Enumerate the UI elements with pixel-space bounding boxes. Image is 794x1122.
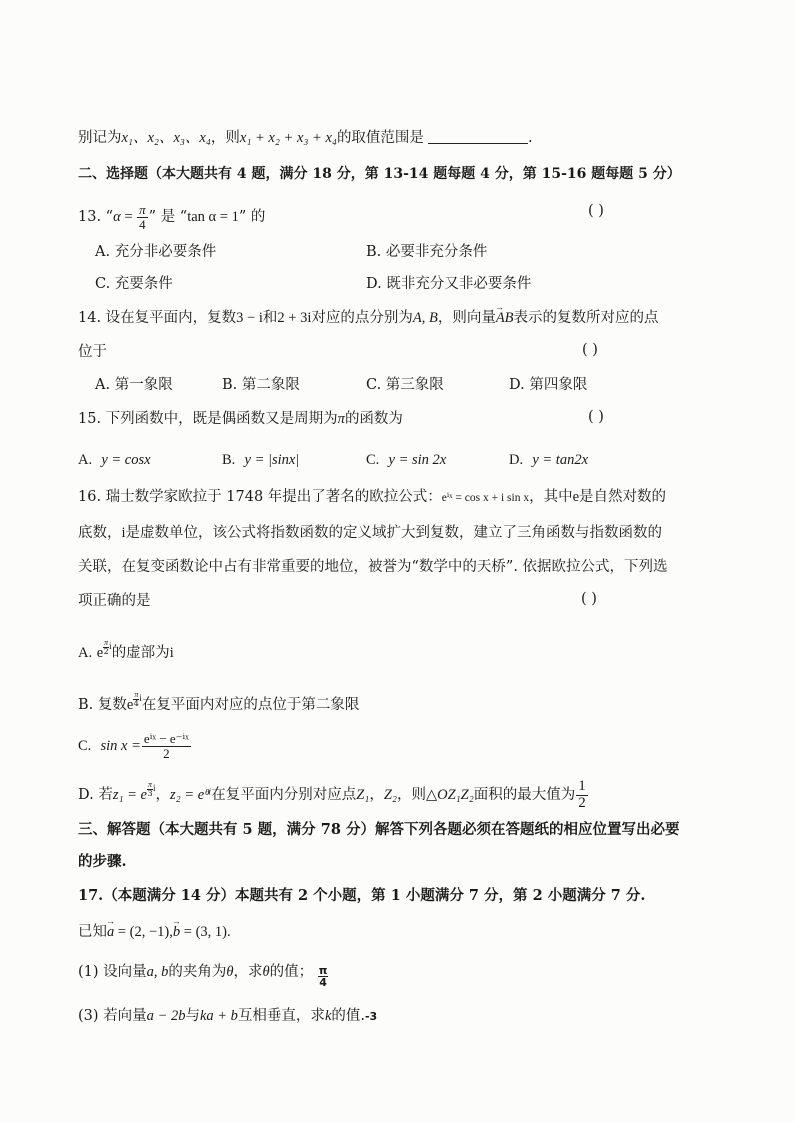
q16-number: 16. [78,489,102,505]
q13-stem: 13. “α = $\frac{\pi}{4}$ ” 是 “tan α = 1” 的 [78,202,266,232]
q17-heading: 17.（本题满分 14 分）本题共有 2 个小题，第 1 小题满分 7 分，第 2 小题满分 7 分. [78,887,646,904]
q14-option-c[interactable]: C. 第三象限 [366,377,444,393]
q14-z2: 2 + 3i [277,310,312,326]
q17-given: 已知→ a = (2, −1),→ b = (3, 1). [78,922,231,942]
q17-part2-handwritten-answer: -3 [364,1010,378,1023]
q16-option-d[interactable]: D. 若z₁ = e $\frac{\pi}{3}$ $^i$，z₂ = eᶿⁱ在复平面内分别对应点Z₁，Z₂，则△OZ₁Z₂面积的最大值为 $\frac{1}{2}$ [78,777,586,811]
q14-option-d[interactable]: D. 第四象限 [509,377,588,393]
q16-stem-line2: 底数，i是虚数单位，该公式将指数函数的定义域扩大到复数，建立了三角函数与指数函数的 [78,525,663,541]
q15-option-b[interactable]: B. y = |sinx| [222,452,300,468]
q15-option-c[interactable]: C. y = sin 2x [366,452,447,468]
q13-option-c[interactable]: C. 充要条件 [95,276,173,292]
q13-fraction: $\frac{\pi}{4}$ [139,202,146,232]
q13-option-b[interactable]: B. 必要非充分条件 [366,244,488,260]
q12-tail-line: 别记为x₁、x₂、x₃、x₄，则x₁ + x₂ + x₃ + x₄的取值范围是 . [78,130,533,146]
q12-text-b: ，则 [210,130,240,146]
section3-heading-line1: 三、解答题（本大题共有 5 题，满分 78 分）解答下列各题必须在答题纸的相应位置写出必要 [78,821,680,838]
q16-option-a[interactable]: A. e $\frac{\pi}{2}$ $^i$的虚部为i [78,638,174,661]
q13-answer-paren[interactable]: ( ) [588,203,604,219]
q16-stem-line3: 关联，在复变函数论中占有非常重要的地位，被誉为“数学中的天桥”. 依据欧拉公式，下列选 [78,559,668,575]
q14-stem: 14. 设在复平面内，复数3 − i和2 + 3i对应的点分别为A, B，则向量→ AB表示的复数所对应的点 [78,308,659,328]
q12-vars: x₁、x₂、x₃、x₄ [121,130,211,146]
q13-option-a[interactable]: A. 充分非必要条件 [95,244,217,260]
q17-part2: (3) 若向量a − 2b与ka + b互相垂直，求k的值.-3 [78,1008,378,1024]
q14-answer-paren[interactable]: ( ) [582,342,598,358]
q14-option-b[interactable]: B. 第二象限 [222,377,300,393]
q14-points: A, B [412,310,438,326]
q15-pi: π [337,411,345,427]
q16-option-c[interactable]: C. sin x = $\frac{\text{eⁱˣ − e⁻ⁱˣ}}{2}$ [78,731,189,761]
q15-option-a[interactable]: A. y = cosx [78,452,151,468]
q14-vector-ab: → AB [496,308,514,328]
q14-option-a[interactable]: A. 第一象限 [95,377,173,393]
q12-expr: x₁ + x₂ + x₃ + x₄ [239,130,337,146]
section2-heading: 二、选择题（本大题共有 4 题，满分 18 分，第 13-14 题每题 4 分，第 15-16 题每题 5 分） [78,166,681,182]
section3-heading-line2: 的步骤. [78,853,127,870]
q13-option-d[interactable]: D. 既非充分又非必要条件 [366,276,532,292]
q16-stem-line1: 16. 瑞士数学家欧拉于 1748 年提出了著名的欧拉公式：eⁱˣ = cos x + i sin x，其中e是自然对数的 [78,489,667,505]
q17-part1-handwritten-answer: $\frac{\pi}{4}$ [318,964,328,989]
q17-part1: (1) 设向量a, b的夹角为θ，求θ的值； $\frac{\pi}{4}$ [78,964,328,989]
q13-tan: tan α = 1 [187,209,239,226]
q16-answer-paren[interactable]: ( ) [581,591,597,607]
q15-number: 15. [78,411,102,427]
q15-answer-paren[interactable]: ( ) [588,409,604,425]
q16-stem-line4: 项正确的是 [78,593,151,609]
q15-stem: 15. 下列函数中，既是偶函数又是周期为π的函数为 [78,411,403,427]
q14-number: 14. [78,310,102,326]
q16-euler-formula: eⁱˣ = cos x + i sin x [441,492,530,504]
q15-option-d[interactable]: D. y = tan2x [509,452,589,468]
q14-z1: 3 − i [236,310,263,326]
q13-number: 13. [78,209,102,226]
q14-stem-line2: 位于 [78,344,107,360]
q12-text-c: 的取值范围是 [336,130,424,146]
q16-option-b[interactable]: B. 复数e $\frac{\pi}{4}$ $^i$在复平面内对应的点位于第二象限 [78,690,360,713]
q13-alpha: α [113,209,121,226]
q12-answer-blank[interactable] [428,129,528,144]
q12-text-a: 别记为 [78,130,122,146]
